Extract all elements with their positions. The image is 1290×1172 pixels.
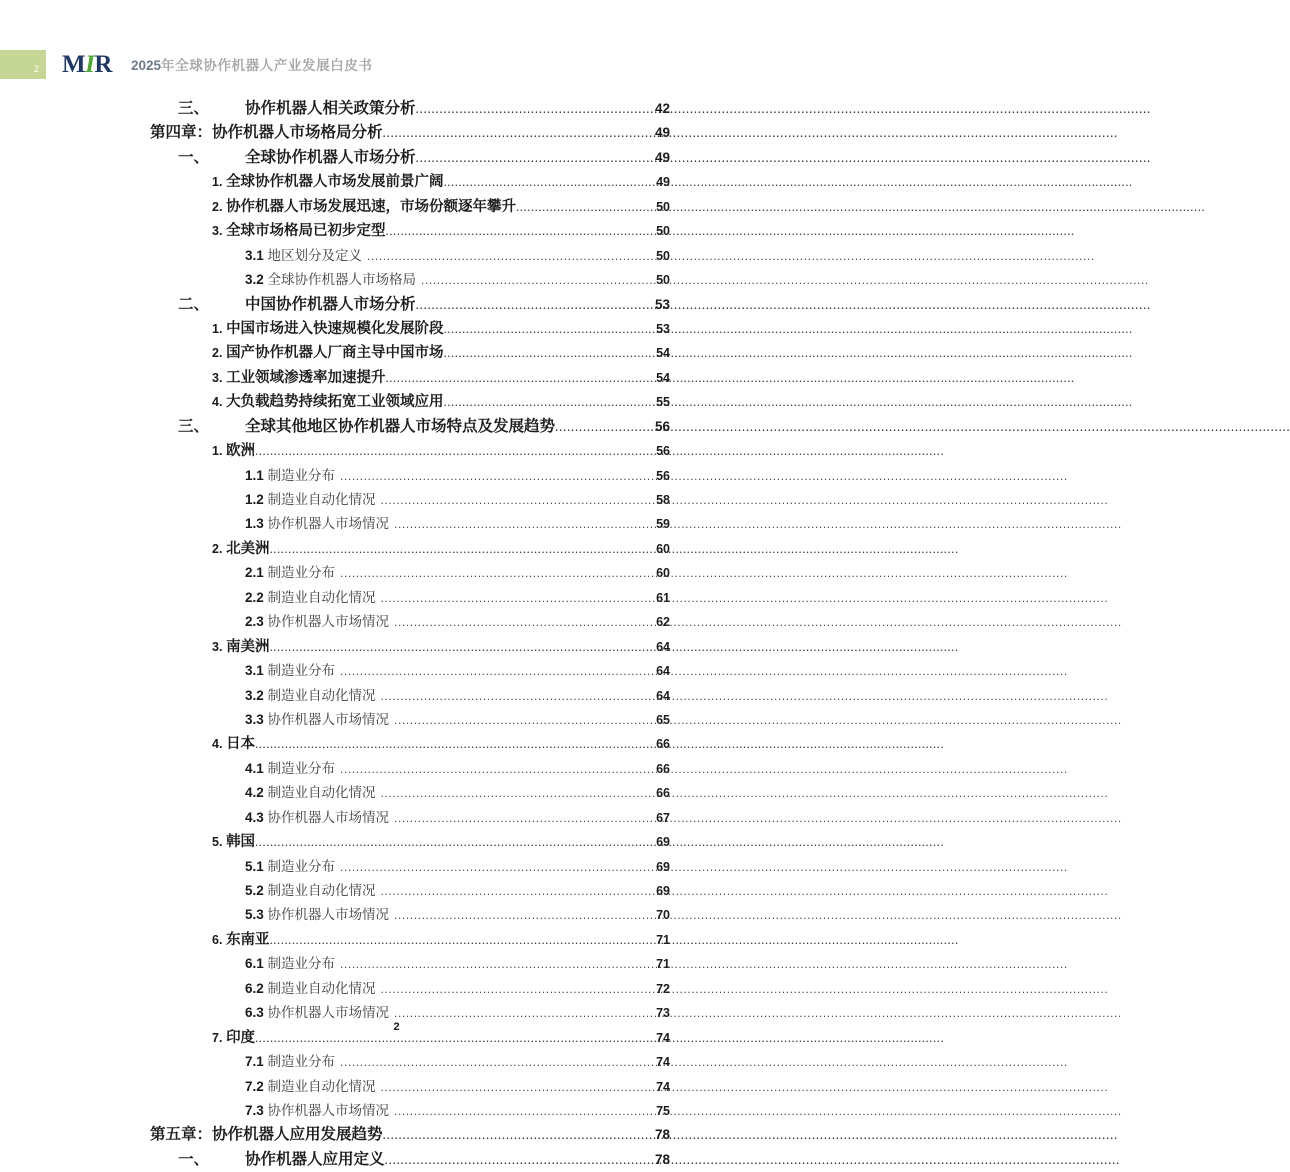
toc-entry-label [245,903,394,927]
toc-entry[interactable] [0,268,793,292]
toc-entry[interactable] [0,293,793,317]
toc-entry[interactable] [0,1148,793,1172]
toc-entry-label [178,1148,385,1172]
toc-entry[interactable] [0,708,793,732]
toc-entry-number: 7.2 [245,1078,264,1094]
header-title-year: 2025 [131,58,162,73]
toc-entry-number: 4. [212,737,223,752]
toc-entry-page: 54 [656,346,670,361]
toc-entry-title: 北美洲 [226,540,270,557]
toc-leader-dots [255,732,656,756]
toc-entry-label [212,366,386,390]
toc-leader-dots [394,708,656,732]
toc-entry-title: 协作机器人市场发展迅速，市场份额逐年攀升 [226,198,517,215]
toc-entry-page: 67 [656,810,670,825]
toc-entry-page: 64 [656,664,670,679]
toc-entry[interactable] [0,610,793,634]
toc-entry-label [245,1099,394,1123]
toc-entry-page: 56 [654,418,670,434]
toc-entry-number: 1. [212,444,223,459]
toc-entry-title: 日本 [226,736,256,753]
toc-entry-number: 4.1 [245,760,264,776]
toc-entry-page: 69 [656,859,670,874]
toc-entry[interactable] [0,1099,793,1123]
toc-leader-dots [444,170,657,194]
toc-leader-dots [383,1123,655,1147]
toc-entry-page: 50 [656,199,670,214]
toc-entry[interactable] [0,170,793,194]
toc-entry[interactable] [0,146,793,170]
toc-entry[interactable] [0,390,793,414]
toc-leader-dots [270,635,657,659]
toc-entry-number: 3.2 [245,272,264,288]
toc-entry-number: 5.3 [245,907,264,923]
toc-entry[interactable] [0,635,793,659]
toc-entry[interactable] [0,806,793,830]
toc-entry-number: 1. [212,175,223,190]
toc-entry[interactable] [0,732,793,756]
toc-entry-page: 62 [656,615,670,630]
toc-entry-label [245,659,340,683]
header-title [131,50,373,79]
toc-entry[interactable] [0,830,793,854]
toc-entry-number: 1.3 [245,516,264,532]
toc-entry-number: 三、 [178,417,210,435]
toc-entry-label [212,219,386,243]
toc-entry-title: 制造业自动化情况 [267,883,376,898]
toc-entry-page: 72 [656,981,670,996]
toc-entry-title: 协作机器人市场情况 [267,614,390,630]
toc-leader-dots [340,757,656,781]
toc-entry-label [245,512,394,536]
toc-leader-dots [444,390,657,414]
toc-entry-title: 制造业分布 [267,565,336,581]
toc-entry-number: 6.2 [245,980,264,996]
toc-entry-page: 49 [654,149,670,165]
toc-entry-page: 69 [656,884,670,898]
toc-leader-dots [386,366,657,390]
toc-leader-dots [270,928,657,952]
toc-entry-title: 制造业自动化情况 [267,492,376,507]
toc-entry-page: 70 [656,908,670,923]
toc-entry-title: 制造业自动化情况 [267,687,376,703]
toc-entry[interactable] [0,439,793,463]
toc-entry-number: 6. [212,932,223,947]
toc-entry-page: 74 [656,1055,670,1070]
toc-entry[interactable] [0,121,793,145]
toc-leader-dots [367,244,656,268]
toc-leader-dots [416,146,655,170]
toc-entry-number: 1.2 [245,492,264,507]
toc-entry[interactable] [0,537,793,561]
toc-entry-title: 全球协作机器人市场分析 [245,148,416,166]
toc-entry-number: 2. [212,541,223,556]
toc-entry-number: 2.3 [245,614,264,630]
toc-entry-label [245,268,421,292]
toc-entry-page: 60 [656,541,670,556]
toc-leader-dots [340,855,656,879]
toc-entry-label [245,561,340,585]
toc-entry-label [212,732,255,756]
toc-entry-label [212,537,270,561]
toc-leader-dots [394,903,656,927]
toc-entry-label [245,952,340,976]
toc-entry-page: 73 [656,1006,670,1021]
toc-entry-page: 74 [656,1030,670,1045]
toc-entry-title: 制造业分布 [267,663,336,679]
toc-entry-title: 地区划分及定义 [267,247,363,263]
toc-entry-title: 制造业分布 [267,1054,336,1070]
header-title-text: 年全球协作机器人产业发展白皮书 [161,58,373,73]
toc-entry[interactable] [0,341,793,365]
toc-leader-dots [340,952,656,976]
toc-entry-label [245,464,340,488]
toc-entry-label [212,439,255,463]
toc-entry-title: 协作机器人市场情况 [267,1005,390,1021]
toc-entry-number: 2. [212,199,223,214]
toc-leader-dots [340,1050,656,1074]
toc-entry-label [245,757,340,781]
toc-entry-title: 全球市场格局已初步定型 [226,223,386,240]
toc-leader-dots [270,537,657,561]
toc-entry-number: 7.3 [245,1102,264,1118]
toc-entry-number: 二、 [178,295,210,313]
toc-entry[interactable] [0,244,793,268]
toc-entry-number: 2. [212,346,223,361]
toc-entry-title: 制造业自动化情况 [267,980,376,996]
header-page-badge-number: 2 [33,64,39,74]
logo-letter-i: I [85,51,95,78]
toc-leader-dots [340,659,656,683]
toc-entry-label [245,586,381,610]
toc-entry-label [245,781,381,805]
toc-entry[interactable] [0,1123,793,1147]
toc-leader-dots [386,219,657,243]
toc-entry-number: 5. [212,835,223,850]
toc-entry-page: 61 [656,590,670,605]
toc-entry-page: 50 [656,273,670,288]
toc-entry-page: 64 [656,688,670,703]
mir-logo [62,50,112,79]
toc-entry-label [245,1050,340,1074]
toc-entry-title: 全球协作机器人市场发展前景广阔 [226,174,444,191]
toc-entry-page: 50 [656,224,670,239]
toc-entry-label [245,684,381,708]
toc-entry-label [212,341,444,365]
toc-leader-dots [383,121,655,145]
toc-entry-title: 协作机器人市场情况 [267,809,390,825]
toc-entry-page: 42 [654,101,670,116]
toc-entry-label [245,1075,381,1099]
toc-leader-dots [381,586,657,610]
toc-entry-number: 6.1 [245,956,264,972]
toc-entry-page: 66 [656,737,670,752]
toc-entry-label [245,879,381,903]
toc-entry-label [212,928,270,952]
toc-entry-page: 54 [656,370,670,385]
toc-entry-page: 60 [656,566,670,581]
toc-entry-page: 55 [656,395,670,410]
toc-entry[interactable] [0,219,793,243]
toc-entry-title: 国产协作机器人厂商主导中国市场 [226,345,444,362]
toc-entry-title: 协作机器人相关政策分析 [245,100,416,117]
toc-entry-number: 5.2 [245,883,264,898]
toc-leader-dots [394,1099,656,1123]
toc-entry-title: 协作机器人市场情况 [267,516,390,532]
toc-entry-number: 1. [212,321,223,336]
toc-entry-page: 75 [656,1103,670,1118]
toc-entry-label [245,488,381,512]
toc-entry[interactable] [0,195,793,219]
toc-entry-page: 56 [656,444,670,459]
toc-entry[interactable] [0,317,793,341]
toc-entry-title: 协作机器人市场情况 [267,1102,390,1118]
toc-entry-page: 56 [656,468,670,483]
toc-entry[interactable] [0,586,793,610]
toc-leader-dots [444,317,657,341]
toc-entry[interactable] [0,488,793,512]
toc-entry-number: 一、 [178,1150,210,1168]
toc-entry-title: 大负载趋势持续拓宽工业领域应用 [226,394,444,411]
toc-leader-dots [381,684,657,708]
toc-entry-label [212,830,255,854]
toc-entry-title: 制造业分布 [267,467,336,483]
toc-entry-page: 49 [656,175,670,190]
logo-letter-r: R [94,51,112,78]
toc-entry-title: 协作机器人市场情况 [267,711,390,727]
toc-entry[interactable] [0,781,793,805]
toc-entry-page: 53 [654,296,670,312]
toc-entry-page: 59 [656,517,670,532]
toc-entry-label [245,806,394,830]
toc-entry[interactable] [0,952,793,976]
toc-leader-dots [516,195,656,219]
toc-entry-number: 5.1 [245,858,264,874]
toc-entry-label [212,635,270,659]
toc-entry-number: 7. [212,1030,223,1045]
toc-entry-number: 一、 [178,148,210,166]
toc-entry[interactable] [0,561,793,585]
toc-entry[interactable] [0,97,793,121]
toc-entry[interactable] [0,659,793,683]
toc-entry-label [150,121,383,145]
toc-leader-dots [394,610,656,634]
toc-entry-number: 3.1 [245,247,264,263]
toc-entry-label [245,708,394,732]
toc-entry-page: 65 [656,712,670,727]
toc-entry-label [212,317,444,341]
toc-leader-dots [555,415,655,439]
toc-entry-title: 第四章：协作机器人市场格局分析 [150,124,383,142]
table-of-contents [0,97,793,1172]
toc-entry-title: 全球其他地区协作机器人市场特点及发展趋势 [245,417,556,435]
toc-entry-label [150,1123,383,1147]
toc-entry-title: 中国市场进入快速规模化发展阶段 [226,320,444,337]
toc-leader-dots [444,341,657,365]
toc-entry-title: 制造业分布 [267,760,336,776]
toc-entry-number: 3.2 [245,687,264,703]
toc-entry[interactable] [0,879,793,903]
toc-entry-page: 53 [656,321,670,336]
toc-leader-dots [421,268,656,292]
toc-leader-dots [394,806,656,830]
toc-leader-dots [381,879,657,903]
toc-entry[interactable] [0,855,793,879]
toc-entry[interactable] [0,1050,793,1074]
toc-entry-page: 50 [656,248,670,263]
toc-entry-number: 三、 [178,100,210,117]
toc-entry-number: 1.1 [245,467,264,483]
toc-entry-label [178,293,416,317]
toc-entry-page: 78 [654,1151,670,1167]
toc-entry[interactable] [0,464,793,488]
toc-entry-label [178,97,416,121]
toc-entry-number: 7.1 [245,1054,264,1070]
toc-entry-number: 6.3 [245,1005,264,1021]
toc-entry-label [245,244,367,268]
toc-entry-title: 制造业自动化情况 [267,589,376,605]
logo-letter-m: M [62,51,86,78]
toc-entry-page: 71 [656,932,670,947]
toc-leader-dots [416,293,655,317]
toc-entry-page: 71 [656,957,670,972]
toc-entry-page: 49 [654,125,670,141]
toc-entry-page: 78 [654,1127,670,1143]
toc-entry-page: 58 [656,493,670,507]
toc-entry-label [212,195,516,219]
toc-entry-number: 4.2 [245,785,264,801]
toc-entry-label [245,855,340,879]
toc-entry-label [245,610,394,634]
toc-leader-dots [381,781,657,805]
footer-page-number: 2 [393,1021,400,1033]
toc-entry-number: 2.1 [245,565,264,581]
toc-entry-title: 东南亚 [226,931,270,948]
toc-leader-dots [381,977,657,1001]
toc-leader-dots [381,1075,657,1099]
toc-entry[interactable] [0,684,793,708]
running-header [0,50,793,80]
toc-entry-page: 74 [656,1079,670,1094]
toc-entry-page: 64 [656,639,670,654]
toc-leader-dots [340,464,656,488]
toc-entry-number: 3. [212,639,223,654]
toc-entry[interactable] [0,512,793,536]
toc-leader-dots [340,561,656,585]
toc-leader-dots [255,830,656,854]
toc-entry[interactable] [0,928,793,952]
toc-entry-title: 印度 [226,1029,256,1046]
toc-entry-title: 第五章：协作机器人应用发展趋势 [150,1126,383,1144]
toc-entry-title: 制造业分布 [267,858,336,874]
toc-entry-title: 中国协作机器人市场分析 [245,295,416,313]
toc-entry-label [245,977,381,1001]
toc-leader-dots [381,488,657,512]
toc-entry-title: 工业领域渗透率加速提升 [226,369,386,386]
toc-entry-number: 2.2 [245,589,264,605]
toc-entry-title: 协作机器人市场情况 [267,907,390,923]
toc-leader-dots [394,512,656,536]
toc-entry-page: 69 [656,835,670,850]
toc-entry-title: 欧洲 [226,443,256,460]
toc-entry[interactable] [0,757,793,781]
toc-entry[interactable] [0,366,793,390]
toc-entry-title: 协作机器人应用定义 [245,1150,385,1168]
toc-entry-page: 66 [656,761,670,776]
header-page-badge [0,50,46,79]
toc-entry-title: 全球协作机器人市场格局 [267,272,417,288]
toc-entry-title: 韩国 [226,834,256,851]
toc-entry-number: 4.3 [245,809,264,825]
toc-entry-number: 3.3 [245,711,264,727]
toc-entry[interactable] [0,977,793,1001]
toc-entry[interactable] [0,903,793,927]
toc-entry[interactable] [0,415,793,439]
toc-entry-number: 3. [212,370,223,385]
toc-leader-dots [385,1148,655,1172]
toc-entry-title: 南美洲 [226,638,270,655]
toc-entry-number: 3.1 [245,663,264,679]
toc-entry-title: 制造业分布 [267,956,336,972]
toc-entry-label [212,170,444,194]
toc-entry-label [178,415,555,439]
toc-leader-dots [255,439,656,463]
toc-entry-title: 制造业自动化情况 [267,1078,376,1094]
toc-entry-label [212,390,444,414]
toc-entry-number: 3. [212,224,223,239]
toc-entry-title: 制造业自动化情况 [267,785,376,801]
toc-entry-label [178,146,416,170]
toc-entry-number: 4. [212,395,223,410]
toc-leader-dots [416,97,655,121]
toc-entry[interactable] [0,1075,793,1099]
toc-entry-page: 66 [656,786,670,801]
